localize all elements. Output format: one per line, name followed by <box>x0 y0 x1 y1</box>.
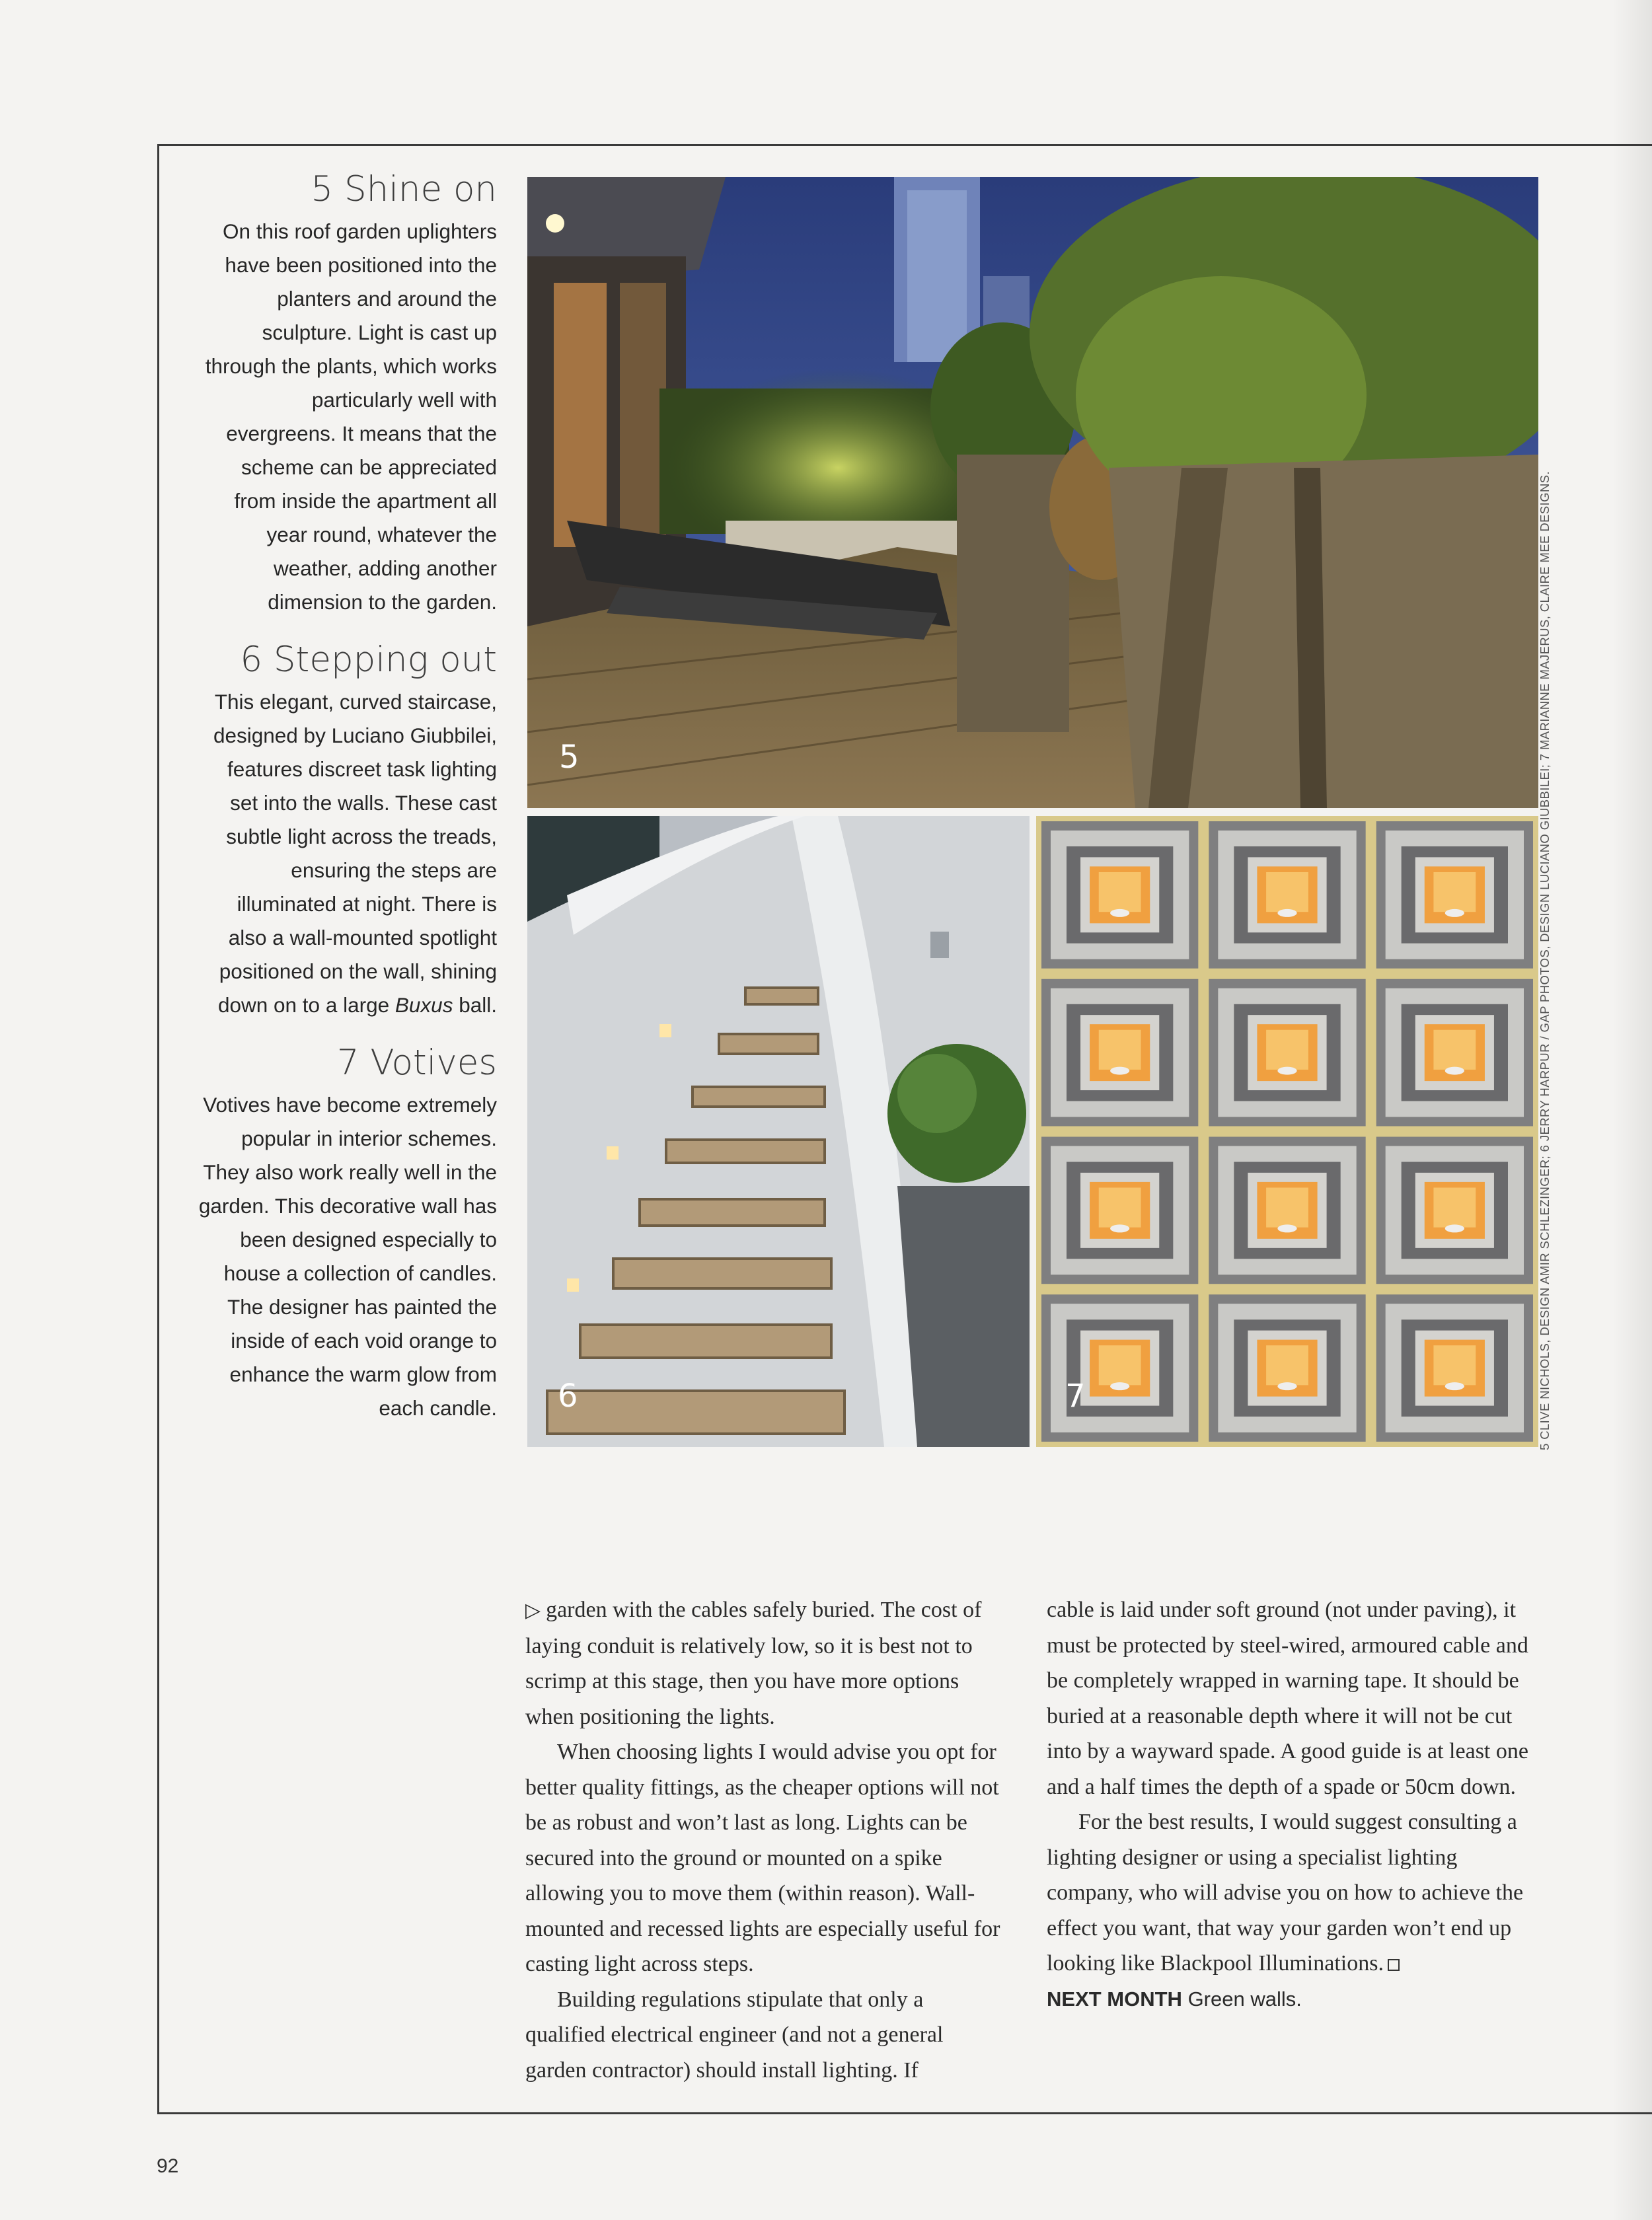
article-paragraph-5-text: For the best results, I would suggest consulting a lighting designer or using a specialist lighting company, who will advise you on how to achieve the effect you want, that way your garden won’t end up looking like Blackpool Illuminations. <box>1047 1810 1524 1976</box>
roof-garden-photo <box>527 177 1538 808</box>
end-mark-icon <box>1388 1959 1400 1971</box>
votive-wall-illustration <box>1036 816 1538 1447</box>
article-paragraph-4: cable is laid under soft ground (not under paving), it must be protected by steel-wired, armoured cable and be completely wrapped in warning tape. It should be buried at a reasonable depth where it will not be cut into by a wayward spade. A good guide is at least one and a half times the depth of a spade or 50cm down. <box>1047 1598 1528 1799</box>
article-paragraph-2: When choosing lights I would advise you opt for better quality fittings, as the cheaper options will not be as robust and won’t last as long. Lights can be secured into the ground or mounted on a spike allowing you to move them (within reason). Wall-mounted and recessed lights are especially useful for casting light across steps. <box>525 1740 1000 1976</box>
caption-6-body-italic: Buxus <box>394 993 453 1017</box>
captions-column <box>198 168 497 1445</box>
caption-6-body-start: This elegant, curved staircase, designed by Luciano Giubbilei, features discreet task lighting set into the walls. These cast subtle light across the treads, ensuring the steps are illuminated at night. There is also a wall-mounted spotlight positioned on the wall, shining down on to a large <box>213 690 497 1017</box>
caption-5-heading: 5 Shine on <box>311 169 497 209</box>
next-month-text: Green walls. <box>1187 1987 1302 2011</box>
article-paragraph-1-text: garden with the cables safely buried. The cost of laying conduit is relatively low, so it is best not to scrimp at this stage, then you have more options when positioning the lights. <box>525 1598 982 1729</box>
caption-5-body: On this roof garden uplighters have been positioned into the planters and around the sculpture. Light is cast up through the plants, which works particularly well with evergreens. It means that the scheme can be appreciated from inside the apartment all year round, whatever the weather, adding another dimension to the garden. <box>205 219 497 614</box>
continued-arrow-icon: ▷ <box>525 1599 541 1622</box>
staircase-illustration <box>527 816 1030 1447</box>
caption-6-heading: 6 Stepping out <box>240 640 497 680</box>
votive-wall-photo <box>1036 816 1538 1447</box>
article-paragraph-1 <box>525 1592 1008 1734</box>
page-number: 92 <box>157 2155 179 2177</box>
staircase-photo <box>527 816 1030 1447</box>
next-month-label: NEXT MONTH <box>1047 1987 1182 2011</box>
article-paragraph-5 <box>1047 1804 1536 1981</box>
photo-6-number: 6 <box>558 1378 578 1415</box>
caption-6-body <box>198 685 497 1022</box>
caption-7-heading: 7 Votives <box>336 1043 497 1083</box>
photo-credits: 5 CLIVE NICHOLS, DESIGN AMIR SCHLEZINGER; 6 JERRY HARPUR / GAP PHOTOS, DESIGN LUCIANO GIUBBILEI; 7 MARIANNE MAJERUS, CLAIRE MEE DESIGNS. <box>1538 471 1552 1450</box>
article-column-1 <box>525 1592 1008 2088</box>
roof-garden-illustration <box>527 177 1538 808</box>
article-column-2 <box>1047 1592 1536 2016</box>
next-month-teaser <box>1047 1981 1536 2017</box>
caption-7-body: Votives have become extremely popular in interior schemes. They also work really well in the garden. This decorative wall has been designed especially to house a collection of candles. The designer has painted the inside of each void orange to enhance the warm glow from each candle. <box>198 1093 497 1420</box>
caption-6-body-end: ball. <box>453 993 497 1017</box>
photo-5-number: 5 <box>559 739 580 776</box>
photo-7-number: 7 <box>1065 1378 1086 1415</box>
article-paragraph-3: Building regulations stipulate that only a qualified electrical engineer (and not a general garden contractor) should install lighting. If <box>525 1987 944 2083</box>
